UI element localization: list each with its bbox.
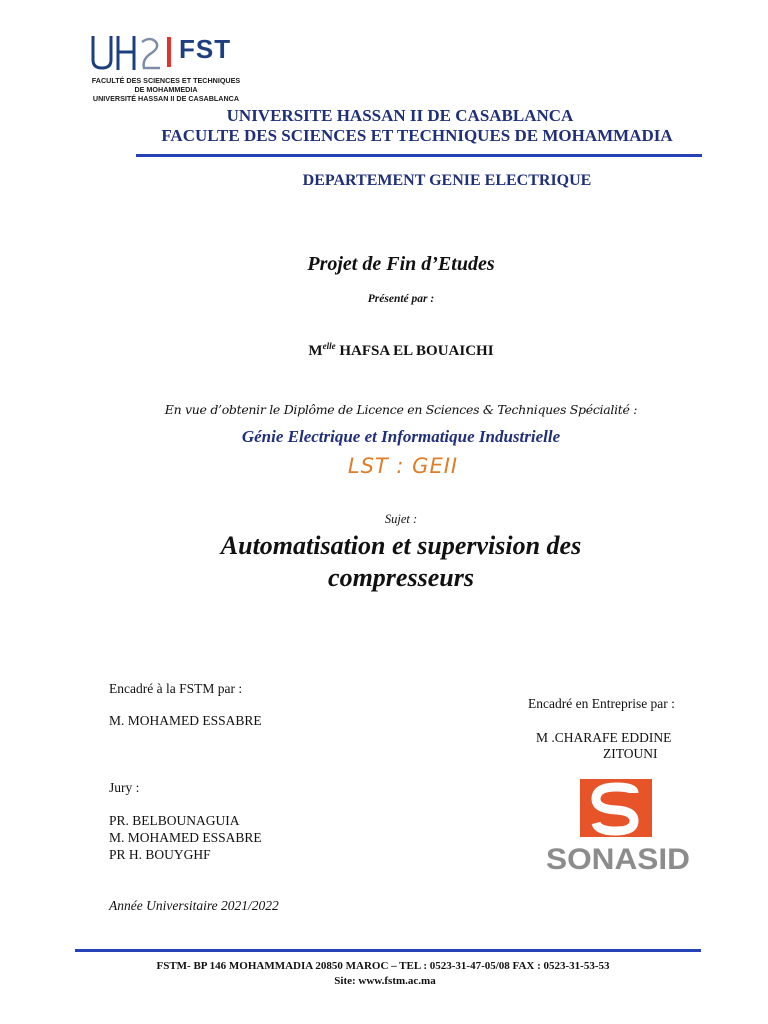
faculty-name: FACULTE DES SCIENCES ET TECHNIQUES DE MOHAMMADIA [161,126,673,145]
footer-divider [75,949,701,952]
project-title-line2: compresseurs [328,563,474,592]
fstm-supervisor-name: M. MOHAMED ESSABRE [109,713,262,728]
company-supervisor-label: Encadré en Entreprise par : [528,696,675,711]
fst-brand-text: FST [179,34,232,64]
sonasid-wordmark: SONASID [546,843,690,875]
department-name: DEPARTEMENT GENIE ELECTRIQUE [302,172,592,189]
logo-subtitle-line2: DE MOHAMMEDIA [134,85,198,94]
logo-subtitle-line3: UNIVERSITÉ HASSAN II DE CASABLANCA [92,94,240,103]
jury-member: PR H. BOUYGHF [109,847,211,862]
company-supervisor-name-line1: M .CHARAFE EDDINE [536,730,672,745]
sonasid-logo [540,779,696,875]
jury-label: Jury : [109,780,140,795]
fst-red-bar [167,37,171,67]
student-name-text: HAFSA EL BOUAICHI [335,343,494,359]
academic-year: Année Universitaire 2021/2022 [109,898,279,913]
project-title-line1: Automatisation et supervision des [220,531,582,560]
diploma-statement: En vue d’obtenir le Diplôme de Licence en Sciences & Techniques Spécialité : [164,402,638,417]
uh2c-monogram-icon [90,34,164,74]
header-divider [136,154,702,157]
company-supervisor-name-line2: ZITOUNI [603,746,658,761]
project-title [0,530,768,594]
student-prefix: M [308,343,323,359]
student-prefix-sup: elle [322,341,336,351]
specialty-name: Génie Electrique et Informatique Industrielle [241,427,561,446]
footer-address: FSTM- BP 146 MOHAMMADIA 20850 MAROC – TEL : 0523-31-47-05/08 FAX : 0523-31-53-53 [156,960,610,972]
university-name: UNIVERSITE HASSAN II DE CASABLANCA [226,106,574,125]
subject-label: Sujet : [384,512,418,526]
project-heading: Projet de Fin d’Etudes [307,253,495,275]
sonasid-emblem-icon [540,779,696,875]
jury-member: M. MOHAMED ESSABRE [109,830,262,845]
logo-subtitle-line1: FACULTÉ DES SCIENCES ET TECHNIQUES [91,76,241,85]
program-name: LST : GEII [347,454,459,478]
footer-site: Site: www.fstm.ac.ma [334,975,436,987]
fstm-supervisor-label: Encadré à la FSTM par : [109,681,243,696]
student-name [0,341,768,360]
jury-member: PR. BELBOUNAGUIA [109,813,240,828]
fst-logo [86,30,246,106]
presented-by-label: Présenté par : [367,293,435,305]
